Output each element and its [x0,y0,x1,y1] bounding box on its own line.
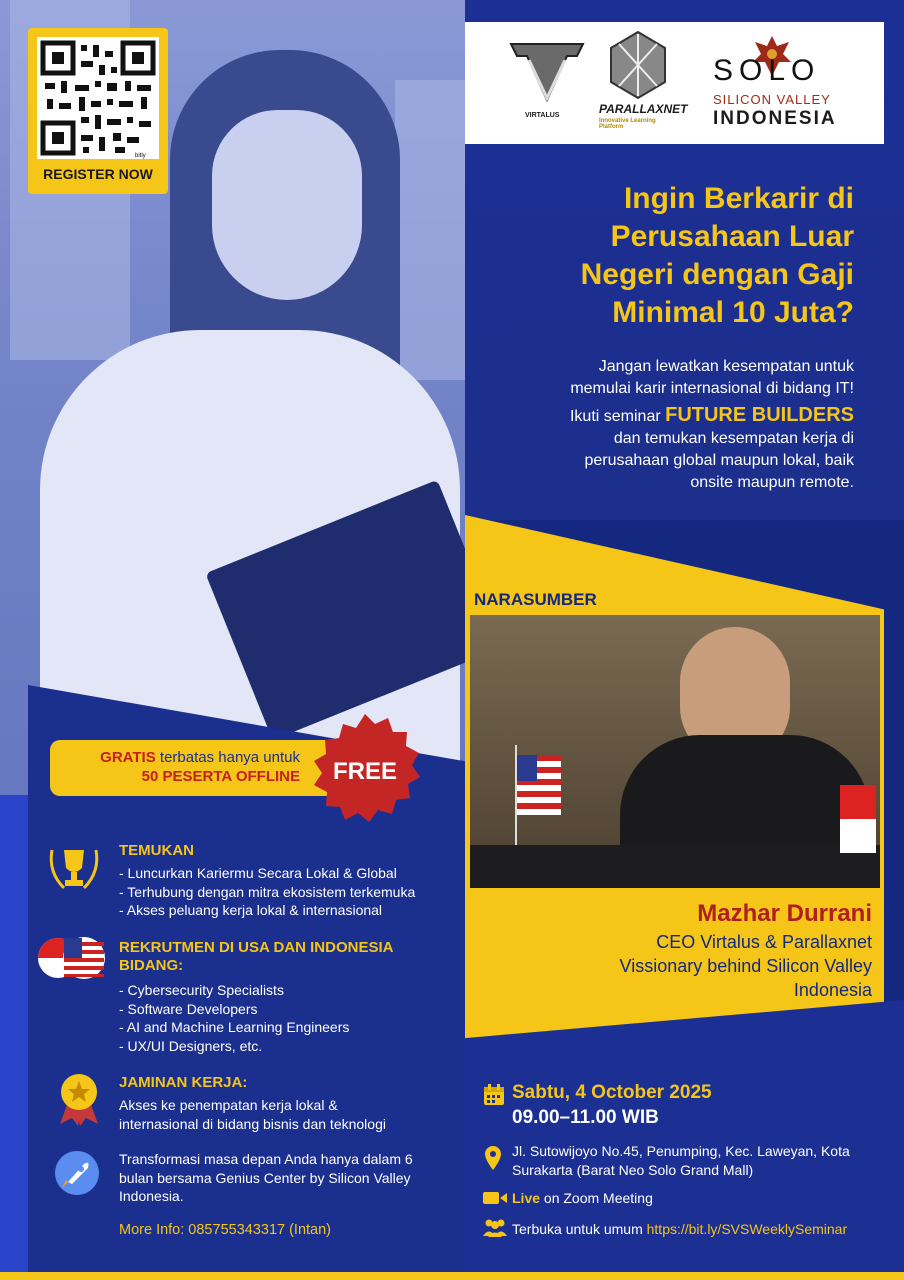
transform-line: Transformasi masa depan Anda hanya dalam 6 [119,1151,413,1167]
parallaxnet-sub: Innovative Learning Platform [599,118,656,130]
speaker-title-line: Indonesia [793,980,872,1000]
rocket-icon [54,1150,100,1196]
narasumber-label: NARASUMBER [474,590,597,609]
parallaxnet-logo [597,30,688,140]
people-icon [482,1218,508,1238]
list-item: - UX/UI Designers, etc. [119,1037,263,1054]
qr-register-card[interactable] [28,28,168,194]
jaminan-text [119,1096,386,1133]
gratis-quota: 50 PESERTA OFFLINE [141,768,300,785]
list-item: - Terhubung dengan mitra ekosistem terkemuka [119,883,416,900]
solo-label: SOLO [713,54,821,87]
registration-link[interactable]: https://bit.ly/SVSWeeklySeminar [646,1221,848,1237]
solo-silicon-valley-logo [705,32,880,132]
event-open [512,1221,847,1237]
gratis-limited: terbatas hanya untuk [155,749,300,766]
qr-code-icon[interactable] [37,37,159,159]
headline-line: Minimal 10 Juta? [612,296,854,329]
flags-icon [36,936,108,980]
gratis-banner [50,740,350,796]
live-label: Live [512,1190,541,1206]
speaker-name: Mazhar Durrani [697,900,872,927]
address-line: Surakarta (Barat Neo Solo Grand Mall) [512,1162,754,1178]
event-date: Sabtu, 4 October 2025 [512,1082,712,1103]
speaker-title [542,930,872,1002]
intro-line: perusahaan global maupun lokal, baik [584,452,854,469]
parallaxnet-label: PARALLAXNET [599,102,688,116]
rekrutmen-title [119,939,393,975]
speaker-photo [470,615,880,888]
temukan-list [119,864,415,920]
trophy-icon [46,842,102,894]
future-builders-label: FUTURE BUILDERS [665,404,854,426]
footer-bar [0,1272,904,1280]
speaker-title-line: CEO Virtalus & Parallaxnet [656,932,872,952]
list-item: - AI and Machine Learning Engineers [119,1019,350,1035]
intro-prefix: Ikuti seminar [569,408,666,425]
register-now-label[interactable]: REGISTER NOW [43,166,153,182]
jaminan-line: Akses ke penempatan kerja lokal & [119,1097,338,1113]
intro-text [464,356,854,494]
event-address [512,1142,872,1180]
us-flag-icon [510,745,570,845]
headline [464,180,854,332]
jaminan-title: JAMINAN KERJA: [119,1074,248,1091]
indonesia-label: INDONESIA [713,108,837,129]
gratis-label: GRATIS [100,749,156,766]
live-suffix: on Zoom Meeting [540,1190,653,1206]
transform-line: Indonesia. [119,1188,184,1204]
intro-line: onsite maupun remote. [690,474,854,491]
video-camera-icon [482,1190,508,1206]
more-info-contact[interactable]: More Info: 085755343317 (Intan) [119,1222,332,1238]
headline-line: Ingin Berkarir di [623,182,854,215]
silicon-valley-label: SILICON VALLEY [713,92,831,107]
temukan-title: TEMUKAN [119,842,194,859]
transform-text [119,1150,413,1206]
rekrutmen-title-line: BIDANG: [119,957,184,974]
medal-icon [56,1072,102,1126]
intro-line: Jangan lewatkan kesempatan untuk [598,358,854,375]
list-item: - Cybersecurity Specialists [119,982,284,998]
event-live [512,1190,653,1206]
bitly-label: bitly [135,153,146,159]
address-line: Jl. Sutowijoyo No.45, Penumping, Kec. Laweyan, Kota [512,1143,850,1159]
list-item: - Luncurkan Kariermu Secara Lokal & Global [119,865,397,881]
indonesia-flag-icon [836,775,876,865]
intro-line: memulai karir internasional di bidang IT! [570,380,854,397]
location-pin-icon [484,1145,502,1171]
open-prefix: Terbuka untuk umum [512,1221,647,1237]
list-item: - Software Developers [119,1000,258,1017]
logo-strip [465,22,884,144]
list-item: - Akses peluang kerja lokal & internasional [119,902,383,918]
virtalus-label: VIRTALUS [525,112,560,119]
transform-line: bulan bersama Genius Center by Silicon Valley [119,1169,411,1186]
calendar-icon [482,1083,506,1107]
jaminan-line: internasional di bidang bisnis dan teknologi [119,1115,386,1132]
headline-line: Perusahaan Luar [610,220,854,253]
intro-line: dan temukan kesempatan kerja di [613,430,854,447]
event-time: 09.00–11.00 WIB [512,1107,659,1128]
rekrutmen-title-line: REKRUTMEN DI USA DAN INDONESIA [119,939,394,956]
virtalus-logo [507,38,587,128]
speaker-title-line: Vissionary behind Silicon Valley [619,956,872,976]
rekrutmen-list [119,981,349,1055]
intro-line [464,404,854,428]
free-badge-label: FREE [332,758,397,785]
headline-line: Negeri dengan Gaji [580,258,854,291]
left-stripe [0,795,28,1272]
